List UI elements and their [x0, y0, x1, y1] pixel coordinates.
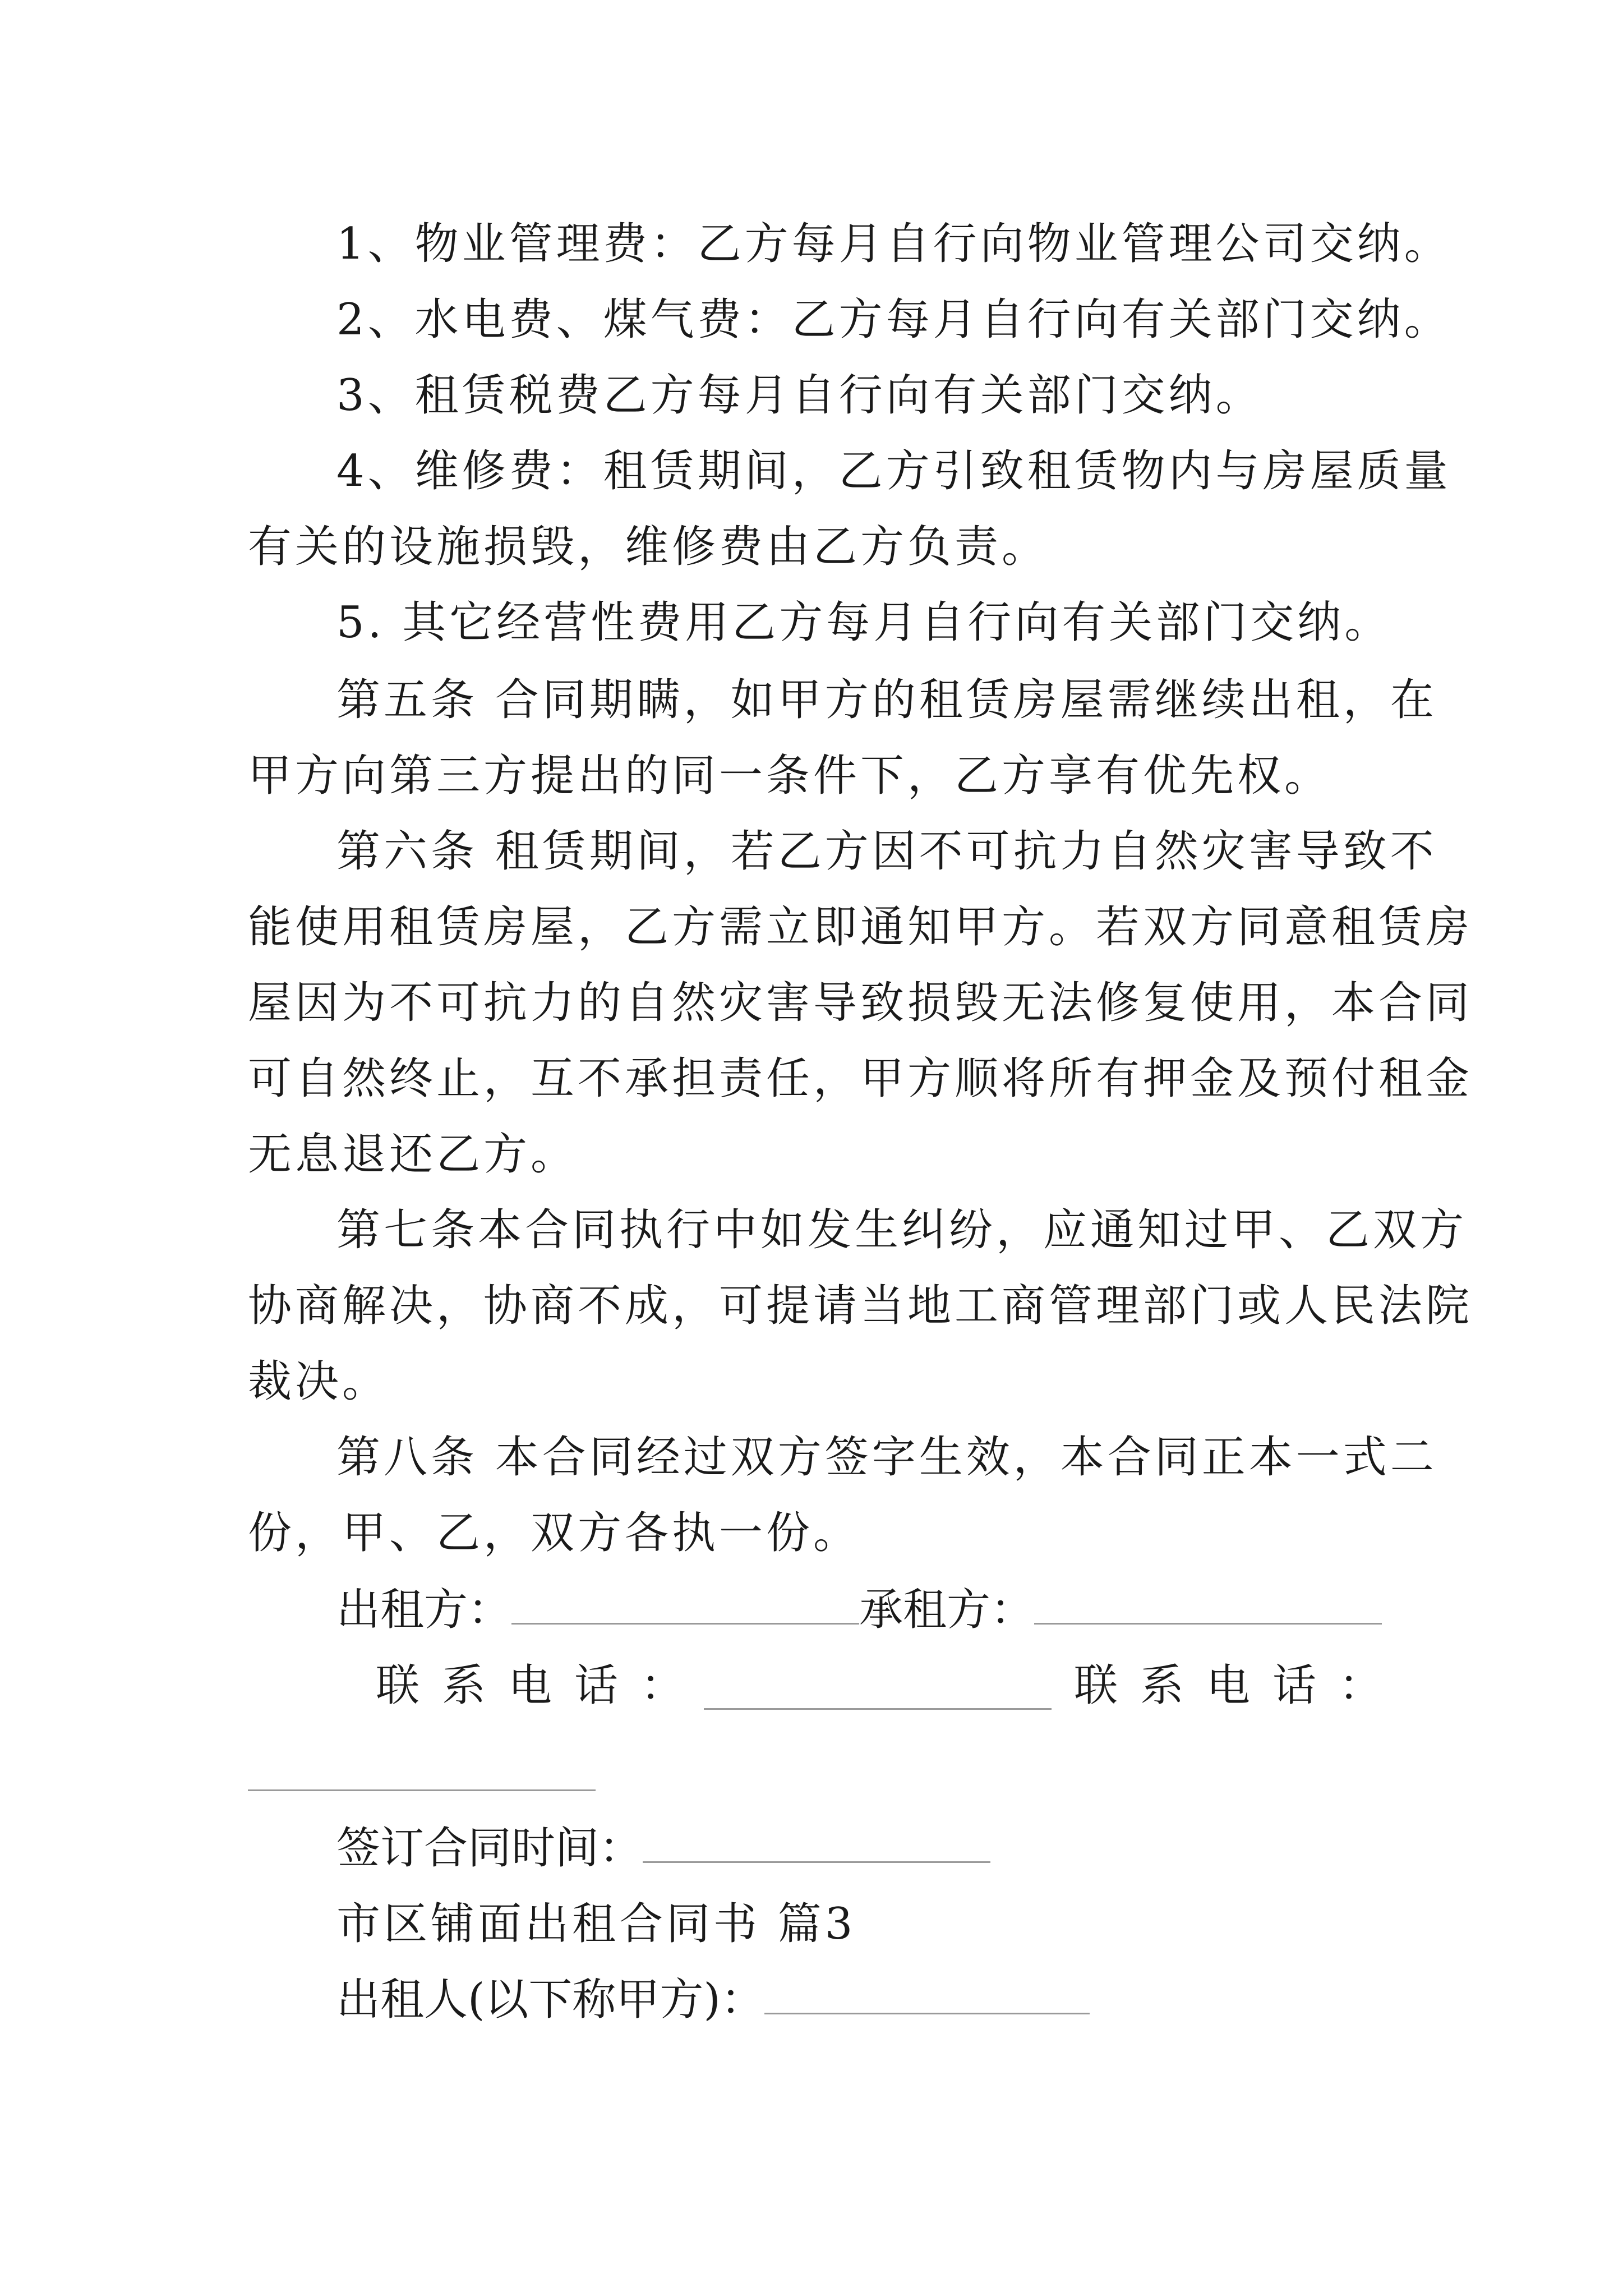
article6-line3: 屋因为不可抗力的自然灾害导致损毁无法修复使用，本合同	[248, 978, 1473, 1028]
phone-blank-1[interactable]	[704, 1669, 1052, 1710]
signature-row-phones-2	[1074, 1658, 1405, 1714]
signature-row-phones	[376, 1658, 707, 1714]
article5-line1: 第五条 合同期瞒，如甲方的租赁房屋需继续出租，在	[336, 675, 1437, 725]
article8-line1: 第八条 本合同经过双方签字生效，本合同正本一式二	[336, 1432, 1437, 1483]
article5-line2: 甲方向第三方提出的同一条件下，乙方享有优先权。	[248, 751, 1332, 801]
fee-item-property: 1、物业管理费：乙方每月自行向物业管理公司交纳。	[336, 219, 1451, 269]
article6-line1: 第六条 租赁期间，若乙方因不可抗力自然灾害导致不	[336, 826, 1437, 877]
fee-item-repair-line2: 有关的设施损毁，维修费由乙方负责。	[248, 522, 1049, 572]
article7-line1: 第七条本合同执行中如发生纠纷，应通知过甲、乙双方	[336, 1205, 1468, 1255]
article7-line3: 裁决。	[248, 1356, 390, 1407]
sign-date-blank[interactable]	[643, 1822, 990, 1863]
phone-blank-2[interactable]	[248, 1789, 596, 1791]
next-lessor-blank[interactable]	[764, 1973, 1090, 2014]
fee-item-repair-line1: 4、维修费：租赁期间，乙方引致租赁物内与房屋质量	[336, 446, 1451, 496]
fee-item-tax: 3、租赁税费乙方每月自行向有关部门交纳。	[336, 370, 1263, 421]
fee-item-other: 5. 其它经营性费用乙方每月自行向有关部门交纳。	[336, 597, 1392, 648]
lessor-blank[interactable]	[511, 1584, 859, 1625]
article8-line2: 份，甲、乙，双方各执一份。	[248, 1508, 861, 1558]
article6-line5: 无息退还乙方。	[248, 1129, 578, 1180]
signature-row-parties	[336, 1582, 1374, 1638]
phone-label-1: 联系电话：	[376, 1660, 707, 1711]
phone-label-2: 联系电话：	[1074, 1660, 1405, 1711]
next-lessor-label: 出租人(以下称甲方)：	[336, 1975, 764, 2025]
lessee-label: 承租方：	[859, 1585, 1035, 1635]
lessor-label: 出租方：	[336, 1585, 512, 1635]
article6-line2: 能使用租赁房屋，乙方需立即通知甲方。若双方同意租赁房	[248, 902, 1473, 953]
lessee-blank[interactable]	[1034, 1584, 1382, 1625]
sign-date-row	[336, 1820, 990, 1876]
sign-date-label: 签订合同时间：	[336, 1823, 643, 1874]
article6-line4: 可自然终止，互不承担责任，甲方顺将所有押金及预付租金	[248, 1053, 1473, 1104]
next-lessor-row	[336, 1972, 1090, 2028]
next-contract-title: 市区铺面出租合同书 篇3	[336, 1899, 856, 1949]
article7-line2: 协商解决，协商不成，可提请当地工商管理部门或人民法院	[248, 1281, 1473, 1331]
fee-item-utilities: 2、水电费、煤气费：乙方每月自行向有关部门交纳。	[336, 295, 1451, 345]
